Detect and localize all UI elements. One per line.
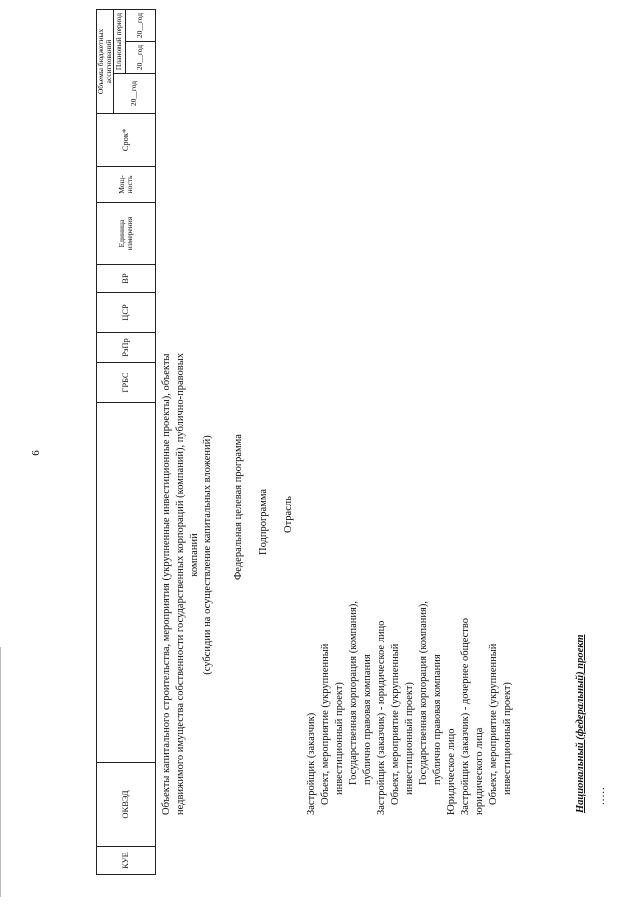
list-item: Объект, мероприятие (укрупненный [320, 643, 331, 805]
th-year-current: 20__год [113, 74, 155, 114]
title-line-1: Объекты капитального строительства, мероприятия (укрупненные инвестиционные проекты), объекты [161, 353, 172, 815]
list-item: публично правовая компания [362, 654, 373, 785]
th-csr: ЦСР [97, 293, 156, 333]
list-item: инвестиционный проект) [502, 682, 513, 795]
list-item: Объект, мероприятие (укрупненный [390, 643, 401, 805]
list-item: публично правовая компания [432, 654, 443, 785]
list-item: юридического лица [474, 727, 485, 815]
title-line-2: недвижимого имущества собственности государственных корпораций (компаний), публично-правовых [175, 352, 186, 815]
list-item: Государственная корпорация (компания), [348, 601, 359, 785]
th-plan-period: Плановый период [113, 10, 125, 74]
ellipsis: ..... [595, 786, 607, 805]
page-number: 6 [30, 450, 42, 456]
list-item: Застройщик (заказчик) - юридическое лицо [376, 620, 387, 815]
th-name [97, 403, 156, 763]
th-power: Мощ-ность [97, 167, 156, 203]
list-item: Застройщик (заказчик) - дочернее общество [460, 618, 471, 815]
section-subtitle: (субсидии на осуществление капитальных вложений) [202, 435, 213, 675]
header-table [96, 9, 156, 875]
branch: Отрасль [283, 496, 294, 533]
list-item: Государственная корпорация (компания), [418, 601, 429, 785]
list-item: инвестиционный проект) [404, 682, 415, 795]
top-rule [0, 647, 1, 897]
list-item: Объект, мероприятие (укрупненный [488, 643, 499, 805]
title-line-3: компаний [189, 533, 200, 577]
th-year-plan1: 20__год [125, 42, 155, 74]
th-unit: Единица измерения [97, 203, 156, 265]
list-item: инвестиционный проект) [334, 682, 345, 795]
national-project: Национальный (федеральный) проект [575, 634, 586, 813]
th-rzpr: РзПр [97, 333, 156, 363]
items-list [305, 435, 515, 815]
list-item: Застройщик (заказчик) [306, 712, 317, 815]
subprogram: Подпрограмма [258, 488, 269, 555]
th-year-plan2: 20__год [125, 10, 155, 42]
th-budget: Объемы бюджетных ассигнований [97, 10, 114, 114]
section-title [160, 295, 202, 815]
th-vr: ВР [97, 265, 156, 293]
th-okved: ОКВЭД [97, 763, 156, 847]
th-kue: КУЕ [97, 847, 156, 875]
th-grbs: ГРБС [97, 363, 156, 403]
list-item: Юридическое лицо [446, 728, 457, 815]
federal-program: Федеральная целевая программа [233, 434, 244, 580]
th-srok: Срок* [97, 114, 156, 167]
